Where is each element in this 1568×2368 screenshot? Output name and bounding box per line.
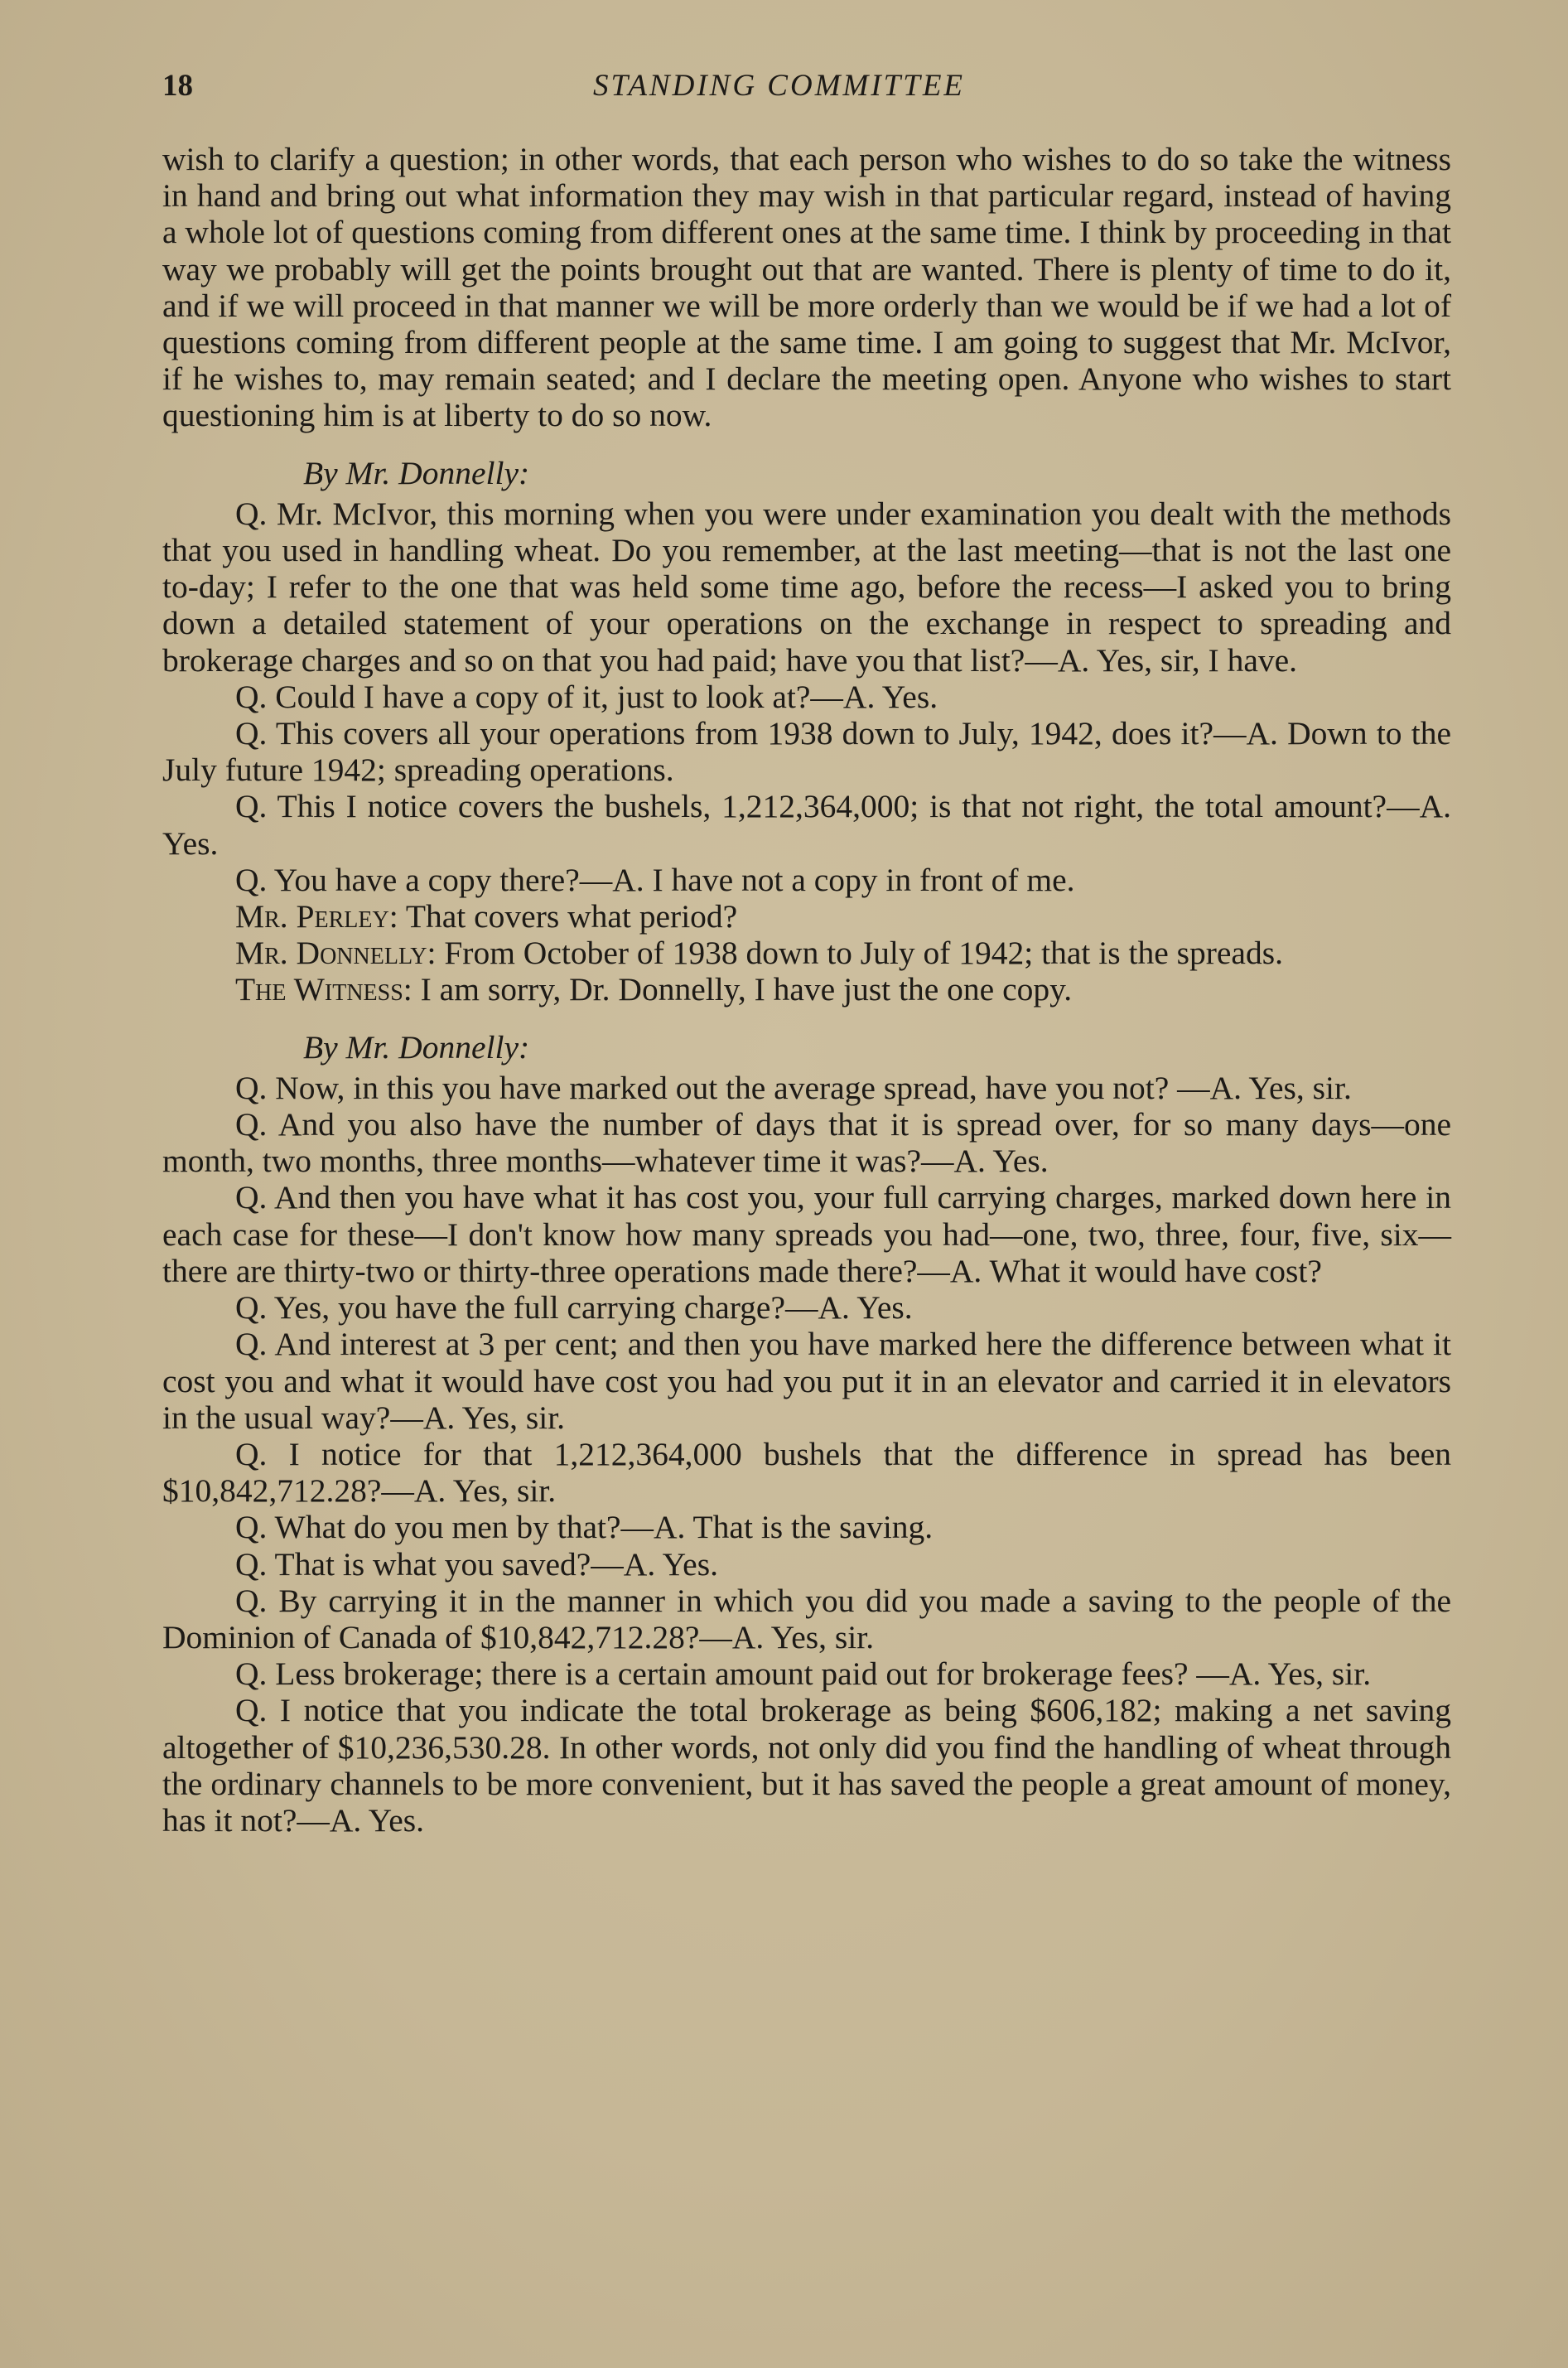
speech-text: From October of 1938 down to July of 1942; that is the spreads.	[444, 935, 1283, 972]
examiner-heading: By Mr. Donnelly:	[303, 454, 530, 491]
running-head: STANDING COMMITTEE	[593, 69, 966, 103]
page-header	[162, 68, 1455, 113]
paragraph: Q. That is what you saved?—A. Yes.	[235, 1545, 718, 1583]
paragraph: Q. You have a copy there?—A. I have not a copy in front of me.	[235, 861, 1075, 898]
paragraph: Q. Less brokerage; there is a certain amount paid out for brokerage fees? —A. Yes, sir.	[235, 1655, 1372, 1693]
paragraph: Q. This covers all your operations from 1938 down to July, 1942, does it?—A. Down to the July future 1942; spreading operations.	[162, 715, 1451, 789]
speaker-paragraph	[162, 898, 1451, 935]
paragraph: Q. Could I have a copy of it, just to look at?—A. Yes.	[235, 678, 938, 715]
speaker-paragraph	[162, 935, 1451, 971]
speaker-name: Mr. Donnelly:	[235, 935, 437, 972]
paragraph: Q. Yes, you have the full carrying charge?—A. Yes.	[235, 1289, 913, 1327]
paragraph: Q. I notice for that 1,212,364,000 bushels that the difference in spread has been $10,842,712.28?—A. Yes, sir.	[162, 1435, 1451, 1510]
speaker-paragraph	[162, 971, 1451, 1008]
examiner-heading: By Mr. Donnelly:	[303, 1028, 530, 1066]
paragraph: Q. This I notice covers the bushels, 1,212,364,000; is that not right, the total amount?—A. Yes.	[162, 788, 1451, 862]
speech-text: That covers what period?	[405, 898, 738, 935]
paragraph: Q. I notice that you indicate the total brokerage as being $606,182; making a net saving altogether of $10,236,530.28. In other words, not only did you find the handling of wheat through the ordinary channels to be more convenient, but it has saved the people a great amount of money, has it not?—A. Yes.	[162, 1692, 1451, 1839]
paragraph: Q. What do you men by that?—A. That is the saving.	[235, 1509, 934, 1546]
page-body	[162, 141, 1451, 1839]
paragraph: Q. Mr. McIvor, this morning when you were under examination you dealt with the methods that you used in handling wheat. Do you remember, at the last meeting—that is not the last one to-day; I refer to the one that was held some time ago, before the recess—I asked you to bring down a detailed statement of your operations on the exchange in respect to spreading and brokerage charges and so on that you had paid; have you that list?—A. Yes, sir, I have.	[162, 495, 1451, 679]
speech-text: I am sorry, Dr. Donnelly, I have just the one copy.	[420, 971, 1073, 1008]
speaker-name: The Witness:	[235, 971, 413, 1008]
paragraph: wish to clarify a question; in other words, that each person who wishes to do so take the witness in hand and bring out what information they may wish in that particular regard, instead of having a whole lot of questions coming from different ones at the same time. I think by proceeding in that way we probably will get the points brought out that are wanted. There is plenty of time to do it, and if we will proceed in that manner we will be more orderly than we would be if we had a lot of questions coming from different people at the same time. I am going to suggest that Mr. McIvor, if he wishes to, may remain seated; and I declare the meeting open. Anyone who wishes to start questioning him is at liberty to do so now.	[162, 141, 1451, 434]
page-number: 18	[162, 69, 193, 103]
speaker-name: Mr. Perley:	[235, 898, 398, 935]
paragraph: Q. And then you have what it has cost you, your full carrying charges, marked down here in each case for these—I don't know how many spreads you had—one, two, three, four, five, six—there are thirty-two or thirty-three operations made there?—A. What it would have cost?	[162, 1179, 1451, 1289]
paragraph: Q. By carrying it in the manner in which you did you made a saving to the people of the Dominion of Canada of $10,842,712.28?—A. Yes, sir.	[162, 1582, 1451, 1655]
paragraph: Q. And you also have the number of days that it is spread over, for so many days—one month, two months, three months—whatever time it was?—A. Yes.	[162, 1106, 1451, 1180]
paragraph: Q. And interest at 3 per cent; and then you have marked here the difference between what it cost you and what it would have cost you had you put it in an elevator and carried it in elevators in the usual way?—A. Yes, sir.	[162, 1326, 1451, 1436]
paragraph: Q. Now, in this you have marked out the average spread, have you not? —A. Yes, sir.	[235, 1069, 1352, 1106]
